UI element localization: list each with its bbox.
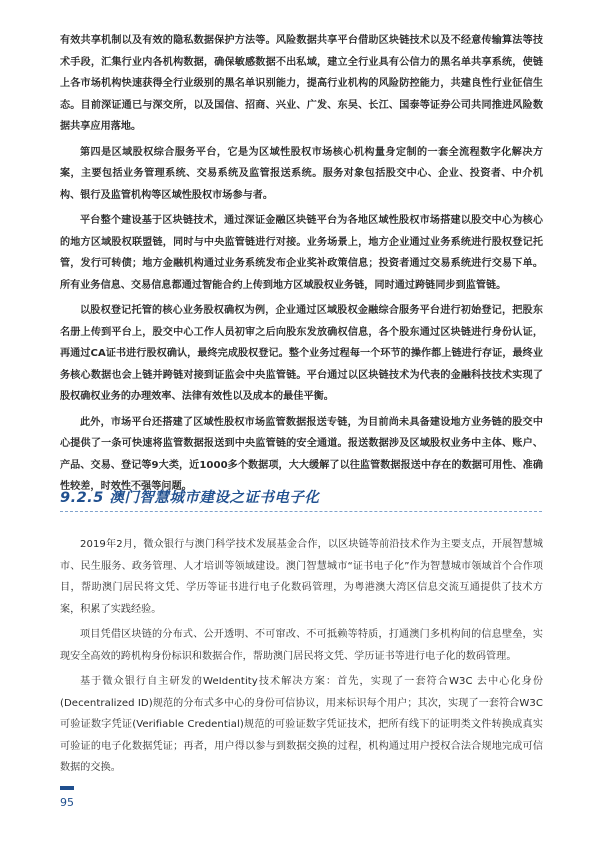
body-text-top (60, 30, 543, 502)
body-text-bottom (60, 534, 543, 783)
heading-divider (60, 511, 542, 513)
section-heading: 9.2.5 澳门智慧城市建设之证书电子化 (60, 490, 320, 506)
paragraph-macau-smart-city: 2019年2月，微众银行与澳门科学技术发展基金合作，以区块链等前沿技术作为主要支点，开展智慧城市、民生服务、政务管理、人才培训等领域建设。澳门智慧城市“证书电子化”作为智慧城市领域首个合作项目，帮助澳门居民将文凭、学历等证书进行电子化数码管理，为粤港澳大湾区信息交流互通提供了技术方案，积累了实践经验。 (60, 539, 543, 615)
paragraph-platform-architecture: 平台整个建设基于区块链技术，通过深证金融区块链平台为各地区域性股权市场搭建以股交中心为核心的地方区域股权联盟链，同时与中央监管链进行对接。业务场景上，地方企业通过业务系统进行股权登记托管，发行可转债；地方金融机构通过业务系统发布企业奖补政策信息；投资者通过交易系统进行交易下单。所有业务信息、交易信息都通过智能合约上传到地方区域股权业务链，同时通过跨链同步到监管链。 (60, 215, 543, 291)
paragraph-blockchain-features: 项目凭借区块链的分布式、公开透明、不可窜改、不可抵赖等特质，打通澳门多机构间的信息壁垒，实现安全高效的跨机构身份标识和数据合作，帮助澳门居民将文凭、学历证书等进行电子化的数码管理。 (60, 629, 543, 662)
page-number: 95 (60, 796, 74, 809)
paragraph-equity-registration: 以股权登记托管的核心业务股权确权为例，企业通过区域股权金融综合服务平台进行初始登记，把股东名册上传到平台上，股交中心工作人员初审之后向股东发放确权信息，各个股东通过区块链进行身份认证，再通过CA证书进行股权确认，最终完成股权登记。整个业务过程每一个环节的操作都上链进行存证，最终业务核心数据也会上链并跨链对接到证监会中央监管链。平台通过以区块链技术为代表的金融科技技术实现了股权确权业务的办理效率、法律有效性以及成本的最佳平衡。 (60, 305, 543, 402)
paragraph-regulatory-reporting: 此外，市场平台还搭建了区域性股权市场监管数据报送专链，为目前尚未具备建设地方业务链的股交中心提供了一条可快速将监管数据报送到中央监管链的安全通道。报送数据涉及区域股权业务中主体、账户、产品、交易、登记等9大类，近1000多个数据项，大大缓解了以往监管数据报送中存在的数据可用性、准确性较差，时效性不强等问题。 (60, 416, 543, 492)
paragraph-weidentity-solution: 基于微众银行自主研发的WeIdentity技术解决方案：首先，实现了一套符合W3C 去中心化身份(Decentralized ID)规范的分布式多中心的身份可信协议，用来标识每个用户；其次，实现了一套符合W3C 可验证数字凭证(Verifiable Credential)规范的可验证数字凭证技术，把所有线下的证明类文件转换成真实可验证的电子化数据凭证；再者，用户得以参与到数据交换的过程，机构通过用户授权合法合规地完成可信数据的交换。 (60, 676, 543, 773)
paragraph-risk-data-sharing: 有效共享机制以及有效的隐私数据保护方法等。风险数据共享平台借助区块链技术以及不经意传输算法等技术手段，汇集行业内各机构数据，确保敏感数据不出私域，建立全行业具有公信力的黑名单共享系统，使链上各市场机构快速获得全行业级别的黑名单识别能力，提高行业机构的风险防控能力，共建良性行业征信生态。目前深证通已与深交所，以及国信、招商、兴业、广发、东吴、长江、国泰等证券公司共同推进风险数据共享应用落地。 (60, 35, 543, 132)
paragraph-equity-service-platform: 第四是区域股权综合服务平台，它是为区域性股权市场核心机构量身定制的一套全流程数字化解决方案，主要包括业务管理系统、交易系统及监管报送系统。服务对象包括股交中心、企业、投资者、中介机构、银行及监管机构等区域性股权市场参与者。 (60, 146, 543, 201)
footer-accent-bar (60, 786, 74, 790)
